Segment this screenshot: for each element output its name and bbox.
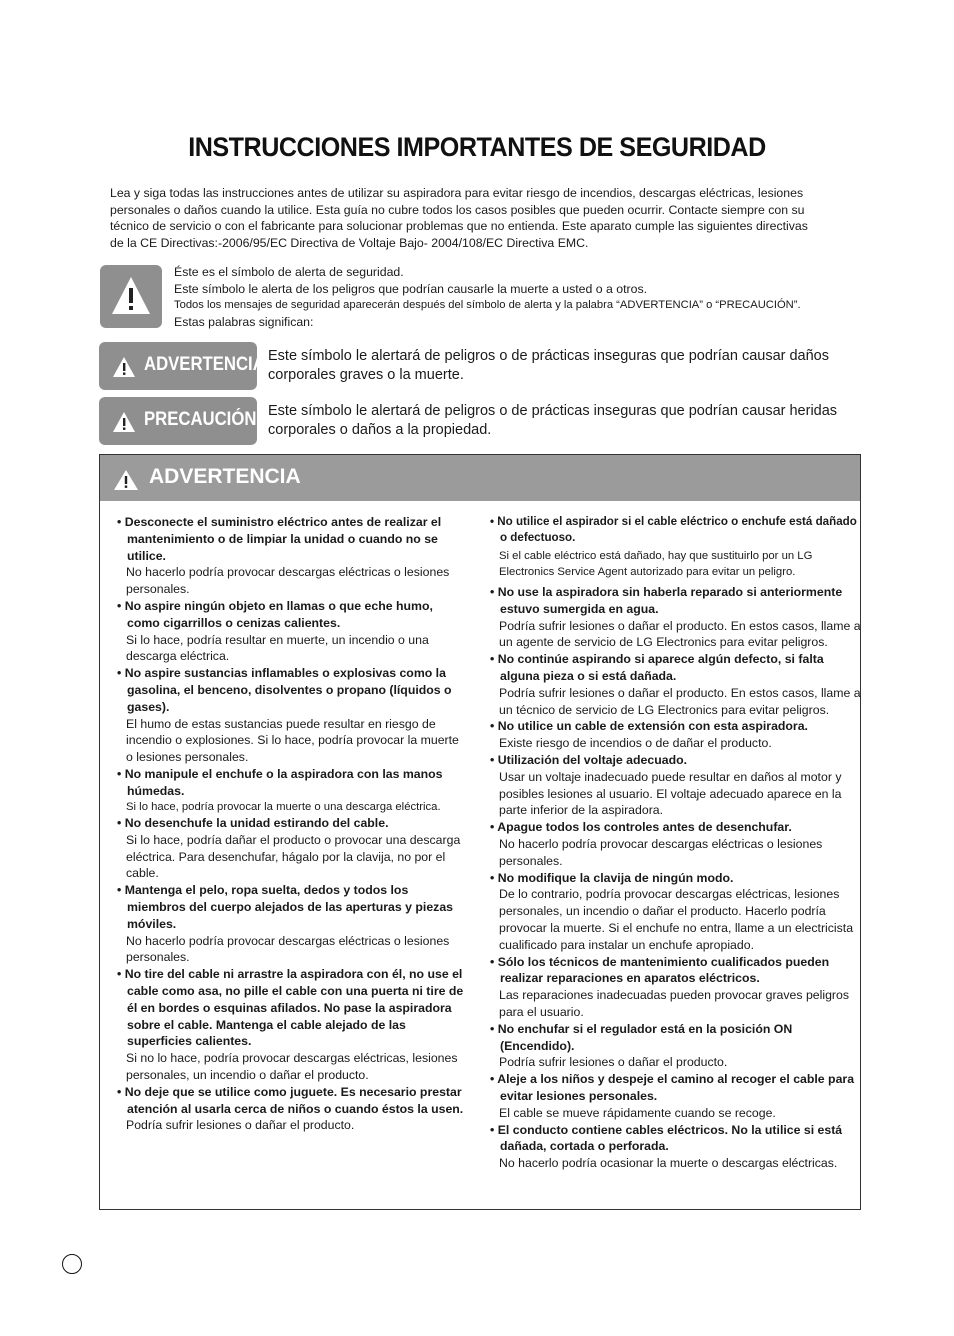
list-item bbox=[117, 766, 467, 815]
item-heading: • Mantenga el pelo, ropa suelta, dedos y todos los miembros del cuerpo alejados de las aperturas y piezas móviles. bbox=[117, 883, 453, 931]
symbol-line: Éste es el símbolo de alerta de seguridad. bbox=[174, 265, 404, 279]
item-detail: Si lo hace, podría provocar la muerte o una descarga eléctrica. bbox=[126, 800, 441, 813]
warning-triangle-icon bbox=[110, 275, 152, 317]
list-item bbox=[490, 651, 862, 718]
warning-panel-header bbox=[100, 455, 860, 501]
intro-line: técnico de servicio o con el fabricante para solucionar problemas que no entienda. Este aparato cumple las siguientes directivas bbox=[110, 219, 808, 234]
item-detail: Podría sufrir lesiones o dañar el producto. En estos casos, llame a un agente de servicio de LG Electronics para evitar peligros. bbox=[499, 618, 861, 650]
item-detail: Podría sufrir lesiones o dañar el producto. En estos casos, llame a un técnico de servicio de LG Electronics para evitar peligros. bbox=[499, 685, 861, 717]
warning-triangle-icon bbox=[112, 411, 136, 433]
item-detail: Si el cable eléctrico está dañado, hay que sustituirlo por un LG Electronics Service Agent autorizado para evitar un peligro. bbox=[499, 550, 813, 578]
list-item bbox=[490, 718, 862, 752]
symbol-description bbox=[174, 264, 874, 330]
symbol-line: Este símbolo le alerta de los peligros que podrían causarle la muerte a usted o a otros. bbox=[174, 281, 648, 296]
item-heading: • No utilice el aspirador si el cable eléctrico o enchufe está dañado o defectuoso. bbox=[490, 515, 857, 544]
safety-alert-symbol bbox=[100, 265, 162, 328]
precaucion-badge bbox=[99, 397, 257, 445]
list-item bbox=[490, 1021, 862, 1071]
advertencia-label: ADVERTENCIA bbox=[144, 354, 265, 375]
item-heading: • No deje que se utilice como juguete. Es necesario prestar atención al usarla cerca de niños o cuando éstos la usen. bbox=[117, 1084, 464, 1116]
list-item bbox=[490, 1122, 862, 1172]
precaucion-label: PRECAUCIÓN bbox=[144, 409, 257, 430]
item-detail: El humo de estas sustancias puede resultar en riesgo de incendio o explosiones. Si lo hace, podría provocar la muerte o lesiones personales. bbox=[126, 716, 459, 765]
item-heading: • No aspire sustancias inflamables o explosivas como la gasolina, el benceno, disolventes o propano (líquidos o gases). bbox=[117, 666, 452, 714]
page-number-circle bbox=[62, 1254, 82, 1274]
item-heading: • No continúe aspirando si aparece algún defecto, si falta alguna pieza o si está dañada. bbox=[490, 652, 824, 683]
item-heading: • No tire del cable ni arrastre la aspiradora con él, no use el cable como asa, no pille el cable con una puerta ni tire de él en bordes o esquinas afilados. No pase la aspiradora sobre el cable. Mantenga el cable alejado de las superficies calientes. bbox=[117, 967, 464, 1049]
item-detail: No hacerlo podría ocasionar la muerte o descargas eléctricas. bbox=[499, 1156, 838, 1171]
list-item bbox=[490, 819, 862, 869]
item-heading: • No enchufar si el regulador está en la posición ON (Encendido). bbox=[490, 1021, 793, 1053]
item-detail: No hacerlo podría provocar descargas eléctricas o lesiones personales. bbox=[126, 565, 450, 597]
item-detail: Si lo hace, podría dañar el producto o provocar una descarga eléctrica. Para desenchufar, hágalo por la clavija, no por el cable. bbox=[126, 832, 461, 881]
item-heading: • No utilice un cable de extensión con esta aspiradora. bbox=[490, 719, 808, 734]
item-heading: • Desconecte el suministro eléctrico antes de realizar el mantenimiento o de limpiar la unidad o cuando no se utilice. bbox=[117, 515, 442, 563]
item-detail: Podría sufrir lesiones o dañar el producto. bbox=[499, 1055, 728, 1070]
item-detail: No hacerlo podría provocar descargas eléctricas o lesiones personales. bbox=[126, 933, 450, 965]
list-item bbox=[490, 752, 862, 819]
item-heading: • Aleje a los niños y despeje el camino al recoger el cable para evitar lesiones personales. bbox=[490, 1072, 855, 1103]
advertencia-description: Este símbolo le alertará de peligros o de prácticas inseguras que podrían causar daños corporales graves o la muerte. bbox=[268, 348, 829, 383]
item-detail: Las reparaciones inadecuadas pueden provocar graves peligros para el usuario. bbox=[499, 988, 850, 1019]
item-detail: Existe riesgo de incendios o de dañar el producto. bbox=[499, 736, 772, 751]
item-heading: • No manipule el enchufe o la aspiradora con las manos húmedas. bbox=[117, 766, 443, 798]
list-item bbox=[117, 882, 467, 966]
item-heading: • No aspire ningún objeto en llamas o que eche humo, como cigarrillos o cenizas calientes. bbox=[117, 598, 433, 630]
warning-triangle-icon bbox=[113, 469, 139, 491]
warning-list-left bbox=[117, 514, 467, 1134]
intro-line: de la CE Directivas:-2006/95/EC Directiva de Voltaje Bajo- 2004/108/EC Directiva EMC. bbox=[110, 235, 589, 250]
symbol-line: Estas palabras significan: bbox=[174, 314, 314, 329]
list-item bbox=[117, 598, 467, 665]
item-detail: Si no lo hace, podría provocar descargas eléctricas, lesiones personales, un incendio o dañar el producto. bbox=[126, 1051, 458, 1082]
item-detail: El cable se mueve rápidamente cuando se recoge. bbox=[499, 1105, 776, 1120]
warning-list-right bbox=[490, 514, 862, 1172]
item-detail: Si lo hace, podría resultar en muerte, un incendio o una descarga eléctrica. bbox=[126, 632, 429, 664]
list-item bbox=[117, 665, 467, 766]
item-detail: De lo contrario, podría provocar descargas eléctricas, lesiones personales, un incendio o dañar el producto. Hacerlo podría provocar la muerte. Si el enchufe no entra, llame a un electricista cualificado para instalar un enchufe apropiado. bbox=[499, 887, 854, 952]
item-heading: • No desenchufe la unidad estirando del cable. bbox=[117, 816, 389, 831]
item-detail: Usar un voltaje inadecuado puede resultar en daños al motor y posibles lesiones al usuario. El voltaje adecuado aparece en la parte inferior de la aspiradora. bbox=[499, 769, 842, 818]
warning-triangle-icon bbox=[112, 356, 136, 378]
item-heading: • Sólo los técnicos de mantenimiento cualificados pueden realizar reparaciones en aparatos eléctricos. bbox=[490, 954, 830, 986]
item-detail: No hacerlo podría provocar descargas eléctricas o lesiones personales. bbox=[499, 836, 823, 868]
item-heading: • No use la aspiradora sin haberla reparado si anteriormente estuvo sumergida en agua. bbox=[490, 585, 843, 616]
symbol-line: Todos los mensajes de seguridad aparecerán después del símbolo de alerta y la palabra “ADVERTENCIA” o “PRECAUCIÓN”. bbox=[174, 299, 801, 312]
list-item bbox=[117, 815, 467, 882]
intro-paragraph bbox=[110, 185, 855, 251]
item-heading: • Utilización del voltaje adecuado. bbox=[490, 752, 688, 767]
list-item bbox=[490, 954, 862, 1021]
intro-line: Lea y siga todas las instrucciones antes de utilizar su aspiradora para evitar riesgo de incendios, descargas eléctricas, lesiones bbox=[110, 186, 804, 200]
list-item bbox=[490, 870, 862, 954]
item-heading: • No modifique la clavija de ningún modo. bbox=[490, 870, 734, 885]
list-item bbox=[490, 1071, 862, 1121]
list-item bbox=[490, 514, 862, 584]
intro-line: personales o daños cuando la utilice. Esta guía no cubre todos los casos posibles que pueden ocurrir. Contacte siempre con su bbox=[110, 202, 805, 217]
item-heading: • Apague todos los controles antes de desenchufar. bbox=[490, 820, 792, 835]
warning-panel-title: ADVERTENCIA bbox=[149, 465, 301, 488]
list-item bbox=[490, 584, 862, 651]
page-title: INSTRUCCIONES IMPORTANTES DE SEGURIDAD bbox=[188, 132, 766, 162]
item-heading: • El conducto contiene cables eléctricos. No la utilice si está dañada, cortada o perforada. bbox=[490, 1122, 843, 1154]
advertencia-badge bbox=[99, 342, 265, 390]
list-item bbox=[117, 514, 467, 598]
list-item bbox=[117, 966, 467, 1084]
item-detail: Podría sufrir lesiones o dañar el producto. bbox=[126, 1118, 355, 1133]
precaucion-description: Este símbolo le alertará de peligros o de prácticas inseguras que podrían causar heridas corporales o daños a la propiedad. bbox=[268, 403, 838, 438]
list-item bbox=[117, 1084, 467, 1134]
